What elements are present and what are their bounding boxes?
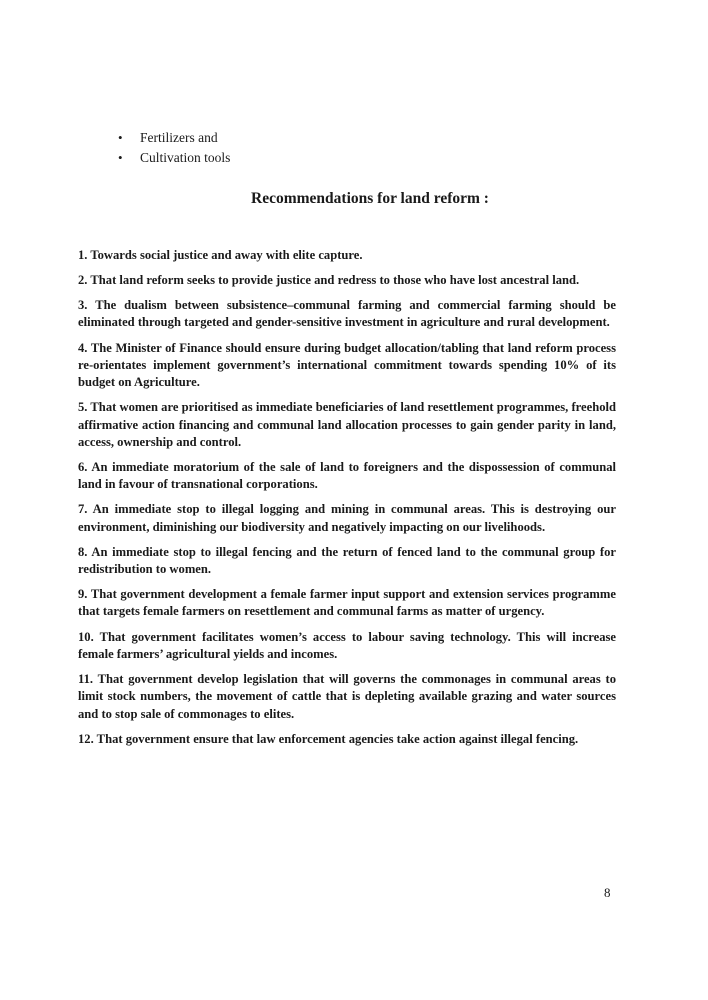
recommendations-list: [78, 247, 616, 756]
recommendation-item: 11. That government develop legislation that will governs the commonages in communal areas to limit stock numbers, the movement of cattle that is depleting available grazing and water sources and to stop sale of commonages to elites.: [78, 671, 616, 721]
recommendation-item: 9. That government development a female farmer input support and extension services programme that targets female farmers on resettlement and communal farms as matter of urgency.: [78, 587, 616, 619]
bullet-list: [118, 128, 230, 168]
recommendation-item: 8. An immediate stop to illegal fencing and the return of fenced land to the communal group for redistribution to women.: [78, 544, 616, 577]
recommendation-item: 3. The dualism between subsistence–communal farming and commercial farming should be eliminated through targeted and gender-sensitive investment in agriculture and rural development.: [78, 298, 616, 330]
bullet-item: • Fertilizers and: [118, 128, 230, 148]
recommendation-item: 7. An immediate stop to illegal logging and mining in communal areas. This is destroying our environment, diminishing our biodiversity and negatively impacting on our livelihoods.: [78, 502, 616, 534]
recommendation-item: 4. The Minister of Finance should ensure during budget allocation/tabling that land reform process re-orientates implement government’s international commitment towards spending 10% of its budget on Agriculture.: [78, 340, 616, 390]
recommendation-item: 10. That government facilitates women’s access to labour saving technology. This will increase female farmers’ agricultural yields and incomes.: [78, 629, 616, 661]
recommendation-item: 12. That government ensure that law enforcement agencies take action against illegal fencing.: [78, 731, 579, 746]
recommendation-item: 1. Towards social justice and away with elite capture.: [78, 248, 363, 262]
bullet-item: • Cultivation tools: [118, 148, 230, 168]
recommendation-item: 6. An immediate moratorium of the sale of land to foreigners and the dispossession of communal land in favour of transnational corporations.: [78, 459, 616, 492]
section-heading: Recommendations for land reform :: [251, 190, 489, 207]
page-number: 8: [604, 885, 611, 900]
recommendation-item: 2. That land reform seeks to provide justice and redress to those who have lost ancestral land.: [78, 273, 580, 288]
recommendation-item: 5. That women are prioritised as immediate beneficiaries of land resettlement programmes, freehold affirmative action financing and communal land allocation processes to gain gender parity in land, access, ownership and control.: [78, 400, 616, 449]
